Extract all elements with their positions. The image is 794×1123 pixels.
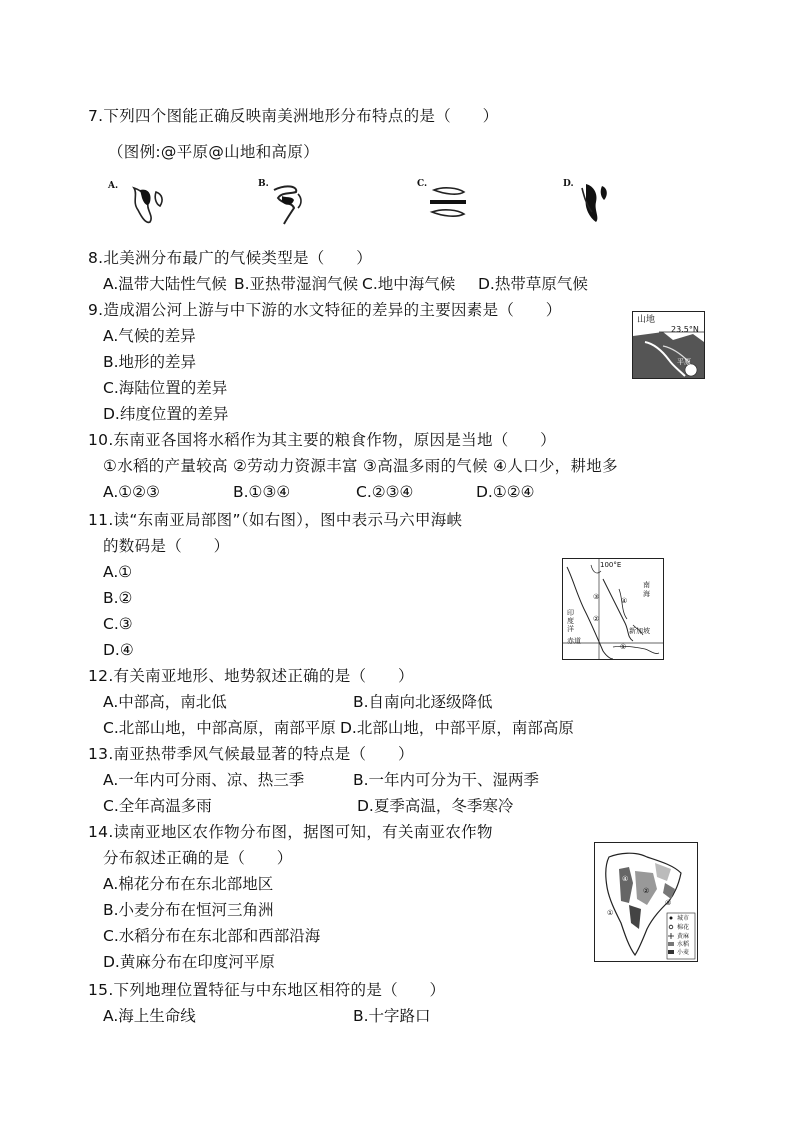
q14-legend-rice: 水稻 [677, 941, 690, 948]
q14-legend-jute: 黄麻 [677, 933, 690, 940]
q11-map-marker-3: ③ [593, 593, 600, 601]
q10-stem: 10.东南亚各国将水稻作为其主要的粮食作物，原因是当地（ ） [88, 431, 556, 449]
q11-map-sea: 海 [643, 590, 650, 598]
q14-map-marker-1: ① [607, 909, 614, 917]
q9-map-label-plain: 平原 [677, 358, 691, 366]
q14-map-marker-3: ③ [665, 899, 672, 907]
q12-option-b[interactable]: B.自南向北逐级降低 [353, 693, 493, 711]
q11-option-c[interactable]: C.③ [103, 615, 133, 633]
q11-map-marker-2: ② [593, 615, 600, 623]
q11-option-d[interactable]: D.④ [103, 641, 134, 659]
q7-figure-b [268, 180, 318, 226]
q11-option-a[interactable]: A.① [103, 563, 133, 581]
q11-map-marker-4: ④ [621, 597, 628, 605]
q8-stem: 8.北美洲分布最广的气候类型是（ ） [88, 249, 372, 267]
q9-map-label-latitude: 23.5°N [671, 325, 699, 334]
q9-option-d[interactable]: D.纬度位置的差异 [103, 405, 229, 423]
q13-option-a[interactable]: A.一年内可分雨、凉、热三季 [103, 771, 305, 789]
q11-southeast-asia-map [562, 558, 664, 660]
q12-option-a[interactable]: A.中部高，南北低 [103, 693, 227, 711]
q11-map-india-2: 度 [567, 617, 574, 625]
q11-map-longitude: 100°E [600, 561, 622, 569]
q14-stem-line1: 14.读南亚地区农作物分布图，据图可知，有关南亚农作物 [88, 823, 493, 841]
q7-figure-a [124, 180, 174, 226]
q11-map-equator: 赤道 [567, 637, 581, 645]
q14-option-c[interactable]: C.水稻分布在东北部和西部沿海 [103, 927, 321, 945]
q11-map-india-1: 印 [567, 609, 574, 617]
q10-items: ①水稻的产量较高 ②劳动力资源丰富 ③高温多雨的气候 ④人口少，耕地多 [103, 457, 618, 475]
q15-stem: 15.下列地理位置特征与中东地区相符的是（ ） [88, 981, 446, 999]
q9-map-label-mountain: 山地 [637, 315, 656, 325]
q14-map-marker-2: ② [643, 887, 650, 895]
q11-map-india-3: 洋 [567, 625, 574, 633]
q8-option-d[interactable]: D.热带草原气候 [478, 275, 588, 293]
q14-option-d[interactable]: D.黄麻分布在印度河平原 [103, 953, 275, 971]
q8-option-c[interactable]: C.地中海气候 [362, 275, 456, 293]
q14-south-asia-crop-map [594, 842, 698, 962]
q8-option-b[interactable]: B.亚热带湿润气候 [234, 275, 359, 293]
q11-map-south: 南 [643, 581, 650, 589]
q7-fig-a-label: A. [108, 181, 119, 191]
q9-option-c[interactable]: C.海陆位置的差异 [103, 379, 228, 397]
q12-option-d[interactable]: D.北部山地，中部平原，南部高原 [340, 719, 574, 737]
q9-option-a[interactable]: A.气候的差异 [103, 327, 196, 345]
q11-stem-line2: 的数码是（ ） [103, 537, 230, 555]
q15-option-b[interactable]: B.十字路口 [353, 1007, 431, 1025]
q13-option-d[interactable]: D.夏季高温，冬季寒冷 [357, 797, 514, 815]
q14-option-b[interactable]: B.小麦分布在恒河三角洲 [103, 901, 274, 919]
q13-stem: 13.南亚热带季风气候最显著的特点是（ ） [88, 745, 414, 763]
q11-map-singapore: 新加坡 [629, 627, 650, 635]
q7-legend: （图例:@平原@山地和高原） [108, 143, 319, 161]
q10-option-b[interactable]: B.①③④ [233, 483, 291, 501]
q14-stem-line2: 分布叙述正确的是（ ） [103, 849, 293, 867]
q7-fig-b-label: B. [258, 179, 269, 189]
q7-fig-d-label: D. [563, 179, 574, 189]
q11-stem-line1: 11.读“东南亚局部图”（如右图），图中表示马六甲海峡 [88, 511, 463, 529]
q15-option-a[interactable]: A.海上生命线 [103, 1007, 196, 1025]
q11-map-marker-1: ① [620, 643, 627, 651]
q14-legend-cotton: 棉花 [677, 924, 690, 931]
q10-option-d[interactable]: D.①②④ [476, 483, 535, 501]
q14-legend-city: 城市 [677, 915, 690, 922]
q14-map-marker-4: ④ [622, 875, 629, 883]
q8-option-a[interactable]: A.温带大陆性气候 [103, 275, 227, 293]
q10-option-c[interactable]: C.②③④ [356, 483, 414, 501]
q9-stem: 9.造成湄公河上游与中下游的水文特征的差异的主要因素是（ ） [88, 301, 562, 319]
q9-option-b[interactable]: B.地形的差异 [103, 353, 197, 371]
q11-option-b[interactable]: B.② [103, 589, 133, 607]
q14-option-a[interactable]: A.棉花分布在东北部地区 [103, 875, 274, 893]
q10-option-a[interactable]: A.①②③ [103, 483, 160, 501]
q7-stem: 7.下列四个图能正确反映南美洲地形分布特点的是（ ） [88, 107, 499, 125]
q13-option-c[interactable]: C.全年高温多雨 [103, 797, 212, 815]
q13-option-b[interactable]: B.一年内可分为干、湿两季 [353, 771, 540, 789]
q12-option-c[interactable]: C.北部山地，中部高原，南部平原 [103, 719, 336, 737]
q12-stem: 12.有关南亚地形、地势叙述正确的是（ ） [88, 667, 414, 685]
q7-figure-c [424, 182, 474, 222]
q14-legend-wheat: 小麦 [677, 949, 690, 956]
q7-fig-c-label: C. [417, 179, 428, 189]
q9-mekong-map [632, 311, 705, 379]
q7-figure-d [574, 178, 624, 224]
